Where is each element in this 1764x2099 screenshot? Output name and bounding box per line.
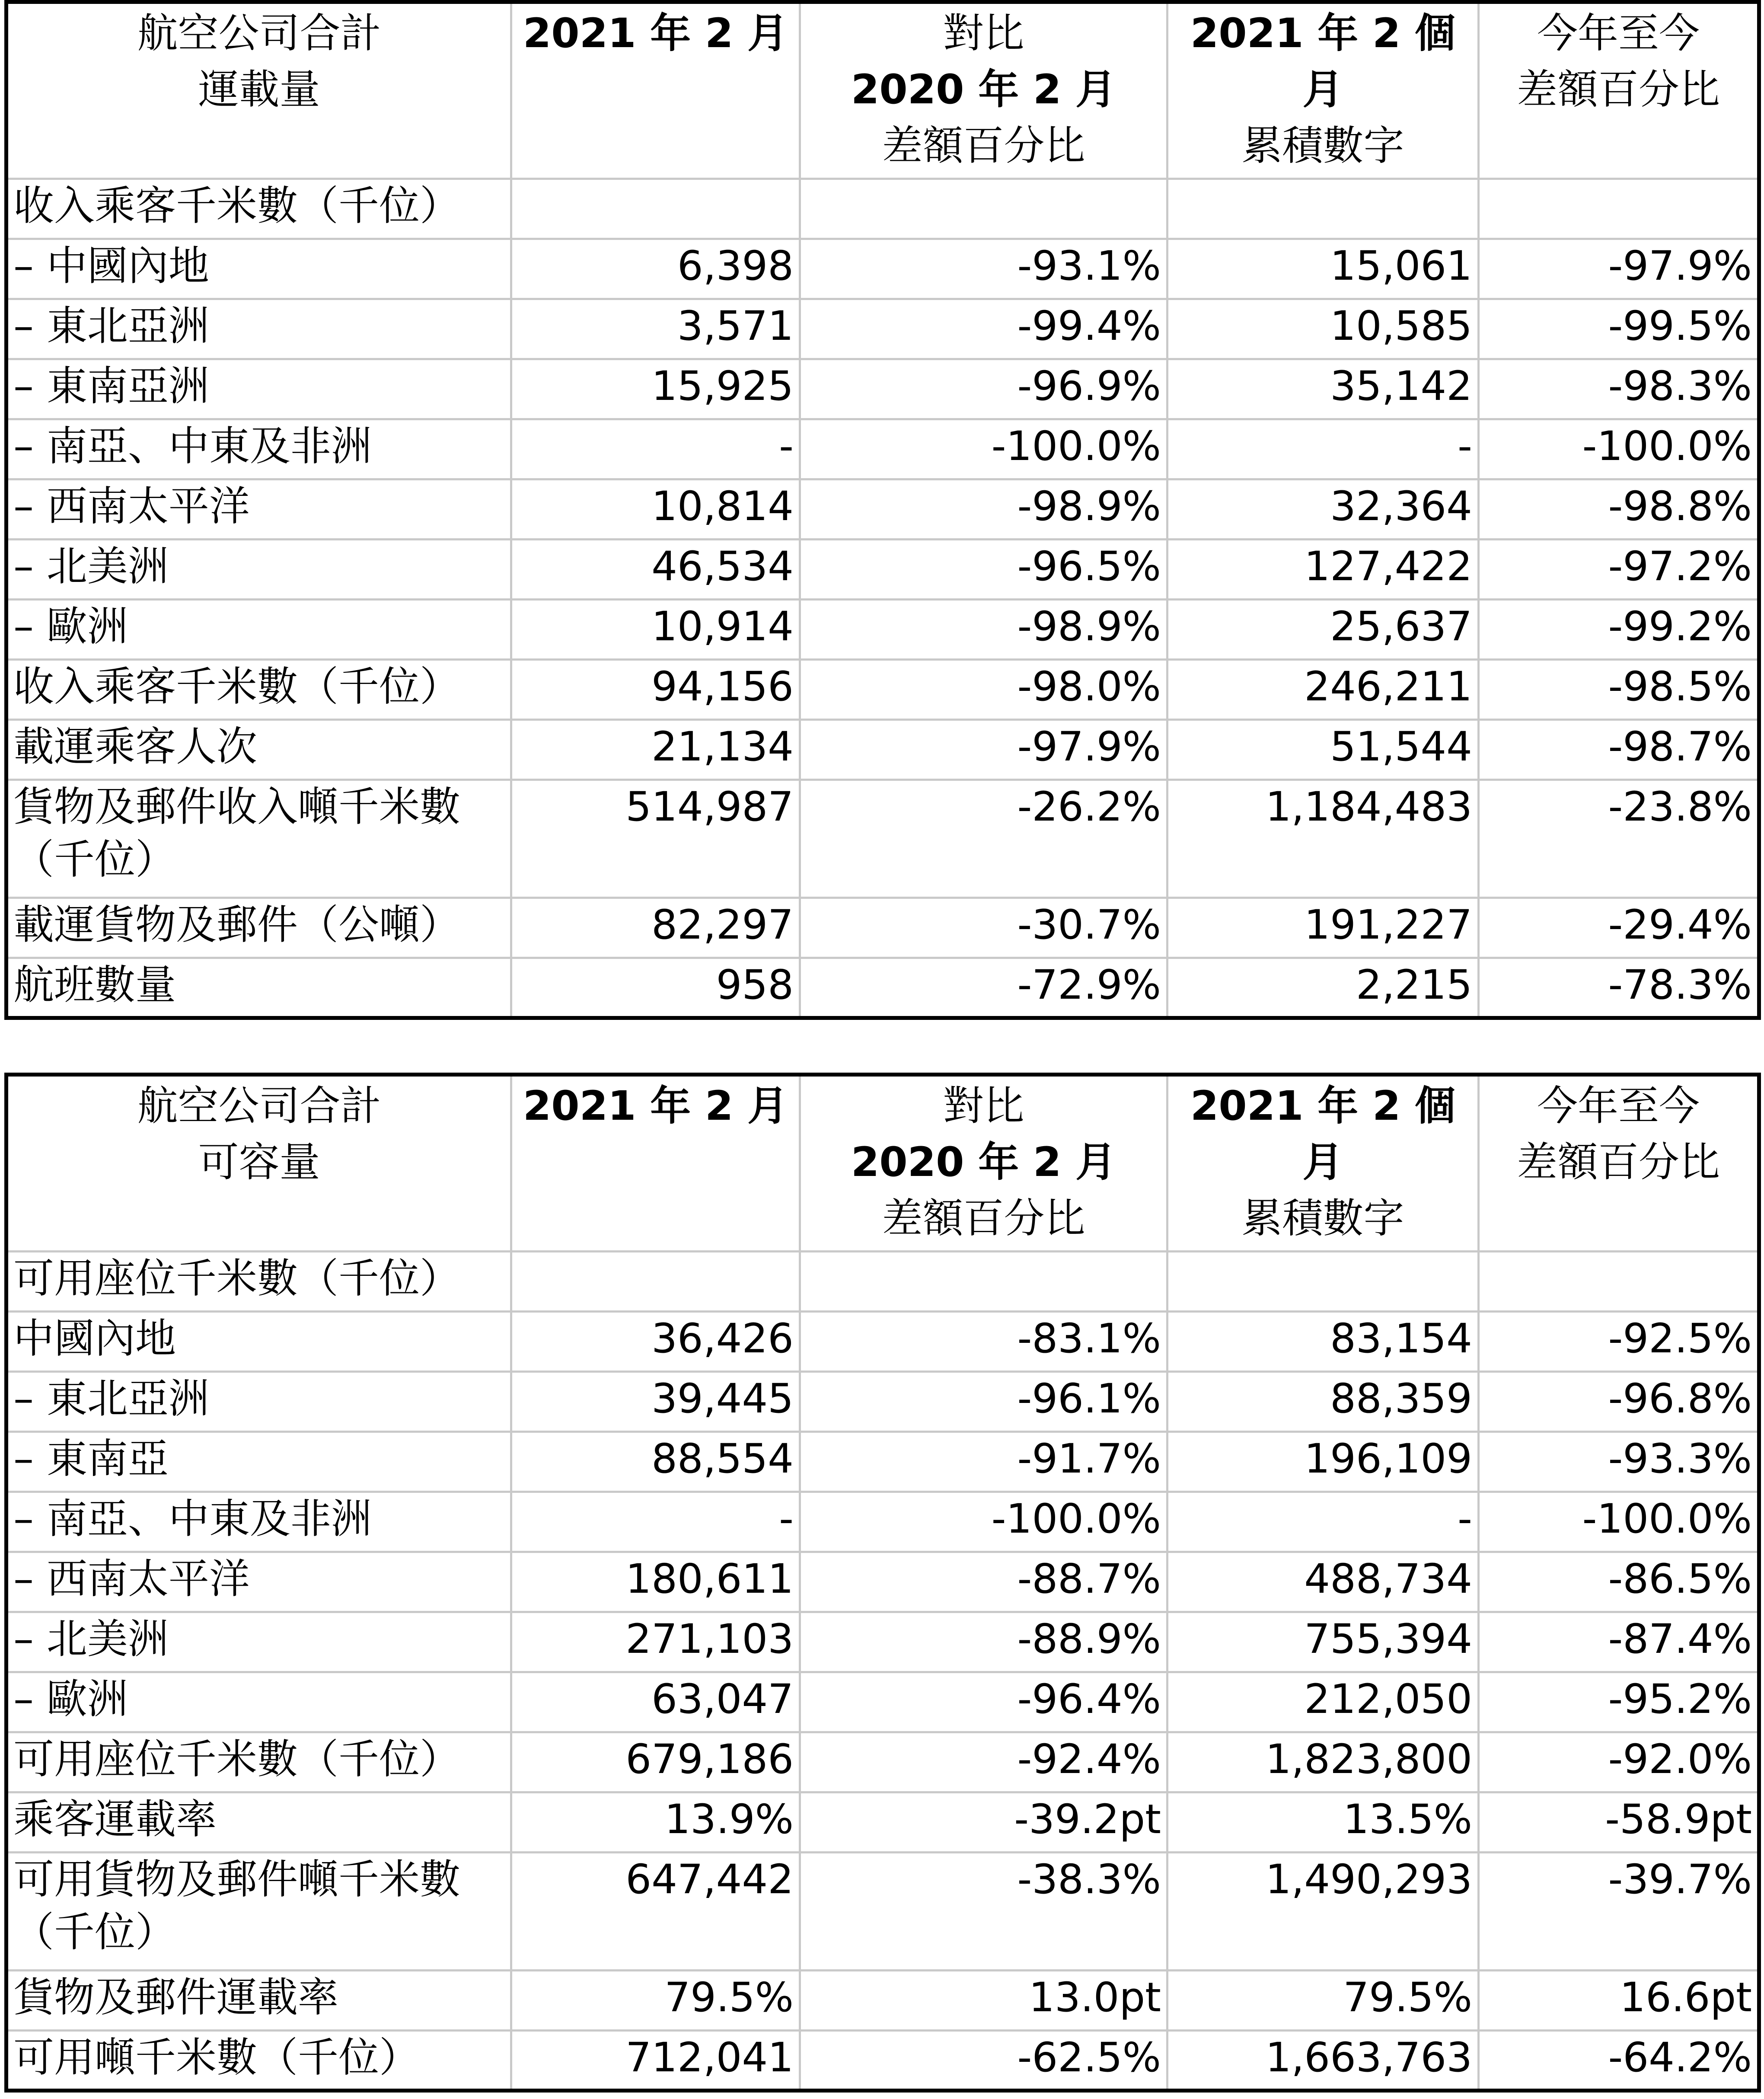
value-cell: 679,186 (511, 1732, 800, 1792)
value-cell: 6,398 (511, 239, 800, 299)
table-row (6, 660, 1759, 720)
value-cell: 46,534 (511, 540, 800, 600)
value-cell: -83.1% (800, 1312, 1167, 1372)
value-cell: 246,211 (1167, 660, 1479, 720)
value-cell: -97.9% (800, 720, 1167, 780)
value-cell: -29.4% (1479, 898, 1759, 958)
value-cell (1479, 179, 1759, 239)
header-text: 可容量 (198, 1139, 320, 1186)
value-cell: -92.0% (1479, 1732, 1759, 1792)
value-cell: -98.3% (1479, 359, 1759, 419)
value-cell: 10,585 (1167, 299, 1479, 359)
value-cell: 63,047 (511, 1672, 800, 1732)
value-cell: 488,734 (1167, 1552, 1479, 1612)
table-row (6, 179, 1759, 239)
header-cell (800, 1075, 1167, 1252)
row-label-cell: 收入乘客千米數（千位） (6, 660, 511, 720)
value-cell: 2,215 (1167, 958, 1479, 1018)
row-label-cell: – 西南太平洋 (6, 1552, 511, 1612)
value-cell: -97.9% (1479, 239, 1759, 299)
value-cell: -87.4% (1479, 1612, 1759, 1672)
value-cell (511, 1252, 800, 1312)
value-cell: -100.0% (800, 419, 1167, 479)
header-cell (1167, 2, 1479, 179)
value-cell: 180,611 (511, 1552, 800, 1612)
value-cell: 15,925 (511, 359, 800, 419)
value-cell: -100.0% (1479, 419, 1759, 479)
value-cell: 36,426 (511, 1312, 800, 1372)
row-label-cell: 貨物及郵件收入噸千米數（千位） (6, 780, 511, 898)
header-text: 累積數字 (1241, 122, 1404, 169)
value-cell: 127,422 (1167, 540, 1479, 600)
value-cell: 35,142 (1167, 359, 1479, 419)
value-cell: - (1167, 419, 1479, 479)
row-label-cell: – 東南亞洲 (6, 359, 511, 419)
value-cell: -98.0% (800, 660, 1167, 720)
table-row (6, 898, 1759, 958)
value-cell: -96.8% (1479, 1372, 1759, 1432)
value-cell: -99.5% (1479, 299, 1759, 359)
table-row (6, 419, 1759, 479)
header-text: 今年至今 (1537, 10, 1700, 57)
table-row (6, 780, 1759, 898)
header-text: 差額百分比 (1516, 66, 1720, 113)
row-label-cell: 可用座位千米數（千位） (6, 1252, 511, 1312)
table-row (6, 1853, 1759, 1971)
value-cell: 79.5% (511, 1971, 800, 2031)
header-cell (1479, 2, 1759, 179)
value-cell: -86.5% (1479, 1552, 1759, 1612)
value-cell: -30.7% (800, 898, 1167, 958)
table-header-row (6, 2, 1759, 179)
value-cell: 1,663,763 (1167, 2031, 1479, 2091)
value-cell: -99.2% (1479, 600, 1759, 660)
value-cell: 13.9% (511, 1792, 800, 1853)
header-text: 2021 年 2 個月 (1190, 1083, 1456, 1186)
header-text: 2021 年 2 個月 (1190, 10, 1456, 113)
row-label-cell: – 東北亞洲 (6, 299, 511, 359)
table-row (6, 239, 1759, 299)
header-text: 對比 (943, 10, 1024, 57)
row-label-cell: 乘客運載率 (6, 1792, 511, 1853)
header-cell (1479, 1075, 1759, 1252)
value-cell: -88.7% (800, 1552, 1167, 1612)
value-cell: 271,103 (511, 1612, 800, 1672)
value-cell: -93.1% (800, 239, 1167, 299)
header-text: 2021 年 2 月 (523, 1083, 788, 1130)
value-cell: -97.2% (1479, 540, 1759, 600)
row-label-cell: 航班數量 (6, 958, 511, 1018)
value-cell: -96.4% (800, 1672, 1167, 1732)
row-label-cell: 可用貨物及郵件噸千米數（千位） (6, 1853, 511, 1971)
header-text: 累積數字 (1241, 1195, 1404, 1242)
table-row (6, 359, 1759, 419)
value-cell: -26.2% (800, 780, 1167, 898)
value-cell: -100.0% (800, 1492, 1167, 1552)
value-cell: -91.7% (800, 1432, 1167, 1492)
value-cell: -96.5% (800, 540, 1167, 600)
header-text: 航空公司合計 (137, 10, 381, 57)
value-cell: -88.9% (800, 1612, 1167, 1672)
row-label-cell: 載運乘客人次 (6, 720, 511, 780)
table-row (6, 1552, 1759, 1612)
value-cell: 3,571 (511, 299, 800, 359)
value-cell: 10,914 (511, 600, 800, 660)
value-cell: -23.8% (1479, 780, 1759, 898)
value-cell: 39,445 (511, 1372, 800, 1432)
table-row (6, 1971, 1759, 2031)
header-text: 運載量 (198, 66, 320, 113)
value-cell: 13.0pt (800, 1971, 1167, 2031)
header-text: 差額百分比 (1516, 1139, 1720, 1186)
header-cell (6, 1075, 511, 1252)
table-row (6, 540, 1759, 600)
value-cell: -98.8% (1479, 479, 1759, 540)
value-cell: 83,154 (1167, 1312, 1479, 1372)
value-cell: 88,554 (511, 1432, 800, 1492)
value-cell (1167, 1252, 1479, 1312)
value-cell: - (511, 1492, 800, 1552)
value-cell: -98.9% (800, 479, 1167, 540)
table-row (6, 1732, 1759, 1792)
value-cell: 212,050 (1167, 1672, 1479, 1732)
row-label-cell: 載運貨物及郵件（公噸） (6, 898, 511, 958)
value-cell: 755,394 (1167, 1612, 1479, 1672)
row-label-cell: – 歐洲 (6, 600, 511, 660)
value-cell: -64.2% (1479, 2031, 1759, 2091)
value-cell: -78.3% (1479, 958, 1759, 1018)
row-label-cell: – 歐洲 (6, 1672, 511, 1732)
value-cell: -96.1% (800, 1372, 1167, 1432)
value-cell: -38.3% (800, 1853, 1167, 1971)
value-cell: 82,297 (511, 898, 800, 958)
row-label-cell: – 東北亞洲 (6, 1372, 511, 1432)
value-cell: -100.0% (1479, 1492, 1759, 1552)
value-cell (511, 179, 800, 239)
header-text: 2021 年 2 月 (523, 10, 788, 57)
table-row (6, 958, 1759, 1018)
value-cell: 94,156 (511, 660, 800, 720)
value-cell: 196,109 (1167, 1432, 1479, 1492)
row-label-cell: – 北美洲 (6, 540, 511, 600)
value-cell: 647,442 (511, 1853, 800, 1971)
row-label-cell: – 南亞、中東及非洲 (6, 1492, 511, 1552)
value-cell: -96.9% (800, 359, 1167, 419)
value-cell (800, 1252, 1167, 1312)
value-cell (1167, 179, 1479, 239)
value-cell: 15,061 (1167, 239, 1479, 299)
row-label-cell: – 北美洲 (6, 1612, 511, 1672)
header-text: 差額百分比 (882, 1195, 1085, 1242)
value-cell: 1,184,483 (1167, 780, 1479, 898)
value-cell: 10,814 (511, 479, 800, 540)
value-cell: -39.2pt (800, 1792, 1167, 1853)
value-cell: 32,364 (1167, 479, 1479, 540)
header-text: 2020 年 2 月 (851, 66, 1116, 113)
header-cell (800, 2, 1167, 179)
row-label-cell: 可用座位千米數（千位） (6, 1732, 511, 1792)
table-row (6, 299, 1759, 359)
header-cell (1167, 1075, 1479, 1252)
row-label-cell: 可用噸千米數（千位） (6, 2031, 511, 2091)
value-cell: 79.5% (1167, 1971, 1479, 2031)
value-cell: 712,041 (511, 2031, 800, 2091)
value-cell: -98.5% (1479, 660, 1759, 720)
value-cell (800, 179, 1167, 239)
value-cell: -39.7% (1479, 1853, 1759, 1971)
header-cell (511, 2, 800, 179)
table-row (6, 479, 1759, 540)
value-cell: 25,637 (1167, 600, 1479, 660)
table-row (6, 1612, 1759, 1672)
value-cell: 514,987 (511, 780, 800, 898)
traffic-table (4, 0, 1761, 1020)
header-text: 對比 (943, 1083, 1024, 1130)
capacity-table (4, 1073, 1761, 2093)
table-row (6, 1492, 1759, 1552)
table-row (6, 1672, 1759, 1732)
table-row (6, 1432, 1759, 1492)
value-cell: 13.5% (1167, 1792, 1479, 1853)
header-text: 航空公司合計 (137, 1083, 381, 1130)
row-label-cell: – 中國內地 (6, 239, 511, 299)
header-text: 今年至今 (1537, 1083, 1700, 1130)
value-cell: - (1167, 1492, 1479, 1552)
value-cell: -58.9pt (1479, 1792, 1759, 1853)
row-label-cell: – 西南太平洋 (6, 479, 511, 540)
value-cell: -72.9% (800, 958, 1167, 1018)
table-row (6, 1792, 1759, 1853)
value-cell: -98.7% (1479, 720, 1759, 780)
value-cell: -92.5% (1479, 1312, 1759, 1372)
row-label-cell: – 東南亞 (6, 1432, 511, 1492)
value-cell: 191,227 (1167, 898, 1479, 958)
value-cell (1479, 1252, 1759, 1312)
header-text: 差額百分比 (882, 122, 1085, 169)
value-cell: - (511, 419, 800, 479)
value-cell: 1,490,293 (1167, 1853, 1479, 1971)
table-row (6, 1372, 1759, 1432)
header-cell (6, 2, 511, 179)
table-row (6, 720, 1759, 780)
value-cell: -98.9% (800, 600, 1167, 660)
table-row (6, 1312, 1759, 1372)
table-header-row (6, 1075, 1759, 1252)
value-cell: -92.4% (800, 1732, 1167, 1792)
table-row (6, 1252, 1759, 1312)
value-cell: -93.3% (1479, 1432, 1759, 1492)
table-row (6, 2031, 1759, 2091)
row-label-cell: 收入乘客千米數（千位） (6, 179, 511, 239)
value-cell: 958 (511, 958, 800, 1018)
value-cell: 51,544 (1167, 720, 1479, 780)
value-cell: -99.4% (800, 299, 1167, 359)
value-cell: -62.5% (800, 2031, 1167, 2091)
value-cell: 21,134 (511, 720, 800, 780)
value-cell: -95.2% (1479, 1672, 1759, 1732)
value-cell: 16.6pt (1479, 1971, 1759, 2031)
row-label-cell: – 南亞、中東及非洲 (6, 419, 511, 479)
row-label-cell: 貨物及郵件運載率 (6, 1971, 511, 2031)
header-cell (511, 1075, 800, 1252)
value-cell: 1,823,800 (1167, 1732, 1479, 1792)
row-label-cell: 中國內地 (6, 1312, 511, 1372)
header-text: 2020 年 2 月 (851, 1139, 1116, 1186)
table-row (6, 600, 1759, 660)
value-cell: 88,359 (1167, 1372, 1479, 1432)
